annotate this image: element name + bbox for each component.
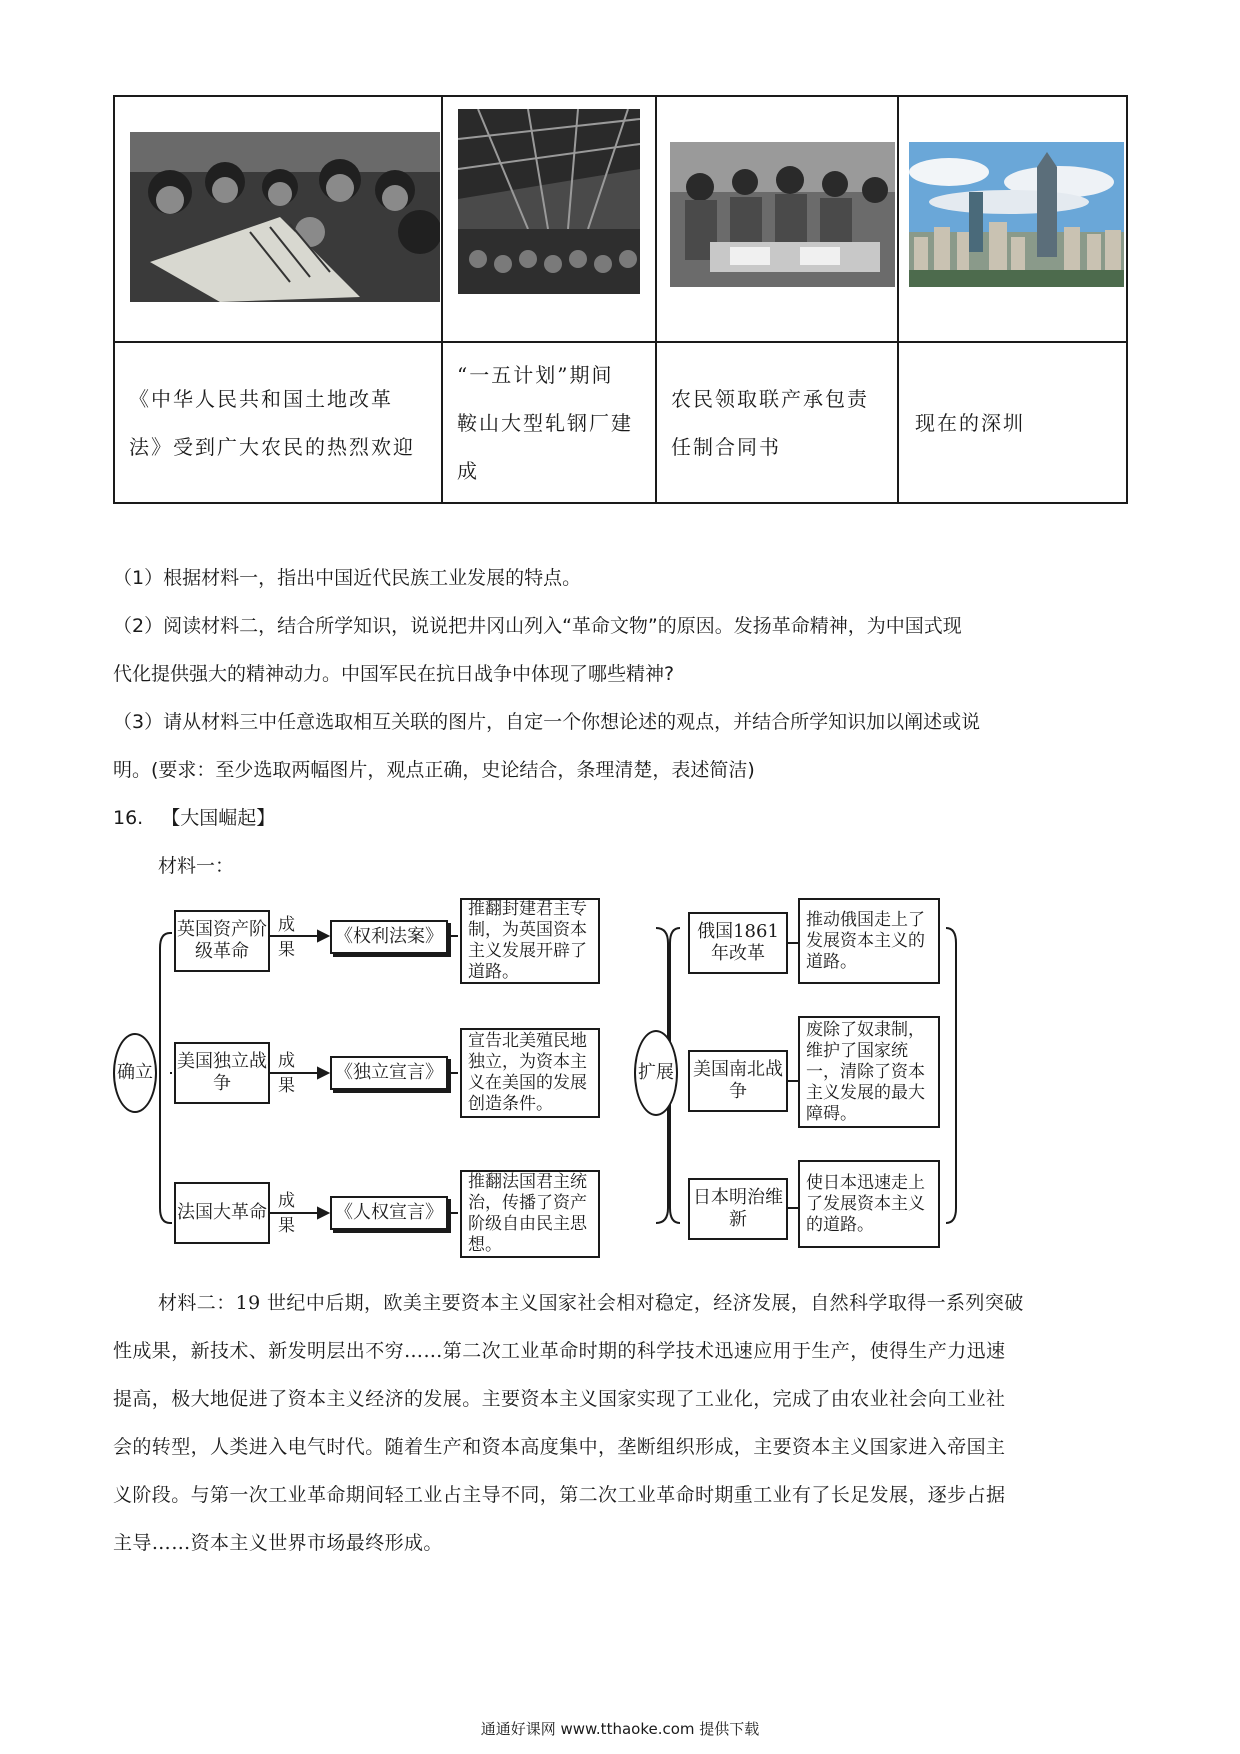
- page-footer: 通通好课网 www.tthaoke.com 提供下载: [480, 1720, 760, 1738]
- event-box: 美国南北战争: [688, 1050, 788, 1112]
- establish-oval: 确立: [113, 1033, 157, 1113]
- result-box: 《人权宣言》: [330, 1196, 448, 1230]
- table-divider: [441, 97, 443, 502]
- section-number: 16.: [113, 807, 144, 829]
- question-2-cont: 代化提供强大的精神动力。中国军民在抗日战争中体现了哪些精神?: [113, 663, 675, 685]
- photo-caption: 现在的深圳: [915, 411, 1025, 435]
- outcome-box: 使日本迅速走上了发展资本主义的道路。: [798, 1160, 940, 1248]
- event-box: 日本明治维新: [688, 1178, 788, 1240]
- event-box: 俄国1861年改革: [688, 912, 788, 974]
- question-2: （2）阅读材料二，结合所学知识，说说把井冈山列入“革命文物”的原因。发扬革命精神，为中国式现: [113, 615, 962, 637]
- event-box: 法国大革命: [174, 1182, 270, 1244]
- photo-steel-mill: [458, 109, 640, 294]
- photo-caption: 《中华人民共和国土地改革 法》受到广大农民的热烈欢迎: [129, 387, 415, 459]
- material-two-line: 主导……资本主义世界市场最终形成。: [113, 1532, 443, 1554]
- result-box: 《权利法案》: [330, 920, 448, 954]
- material-two-line: 义阶段。与第一次工业革命期间轻工业占主导不同，第二次工业革命时期重工业有了长足发展，逐步占据: [113, 1484, 1006, 1506]
- event-box: 美国独立战争: [174, 1042, 270, 1104]
- arrow-label: 成果: [278, 915, 295, 960]
- photo-caption: “一五计划”期间 鞍山大型轧钢厂建 成: [457, 363, 633, 483]
- outcome-box: 推动俄国走上了发展资本主义的道路。: [798, 898, 940, 984]
- photo-table: [113, 95, 1128, 504]
- section-heading: [113, 805, 275, 831]
- photo-farmers-contracts: [670, 142, 895, 287]
- question-1: （1）根据材料一，指出中国近代民族工业发展的特点。: [113, 567, 582, 589]
- material-one-label: 材料一：: [158, 855, 235, 877]
- expand-oval: 扩展: [634, 1030, 678, 1116]
- outcome-box: 推翻法国君主统治，传播了资产阶级自由民主思想。: [460, 1170, 600, 1258]
- table-divider: [655, 97, 657, 502]
- photo-caption: 农民领取联产承包责 任制合同书: [671, 387, 869, 459]
- table-divider: [897, 97, 899, 502]
- photo-shenzhen-skyline: [909, 142, 1124, 287]
- question-3-cont: 明。(要求：至少选取两幅图片，观点正确，史论结合，条理清楚，表述简洁): [113, 759, 755, 781]
- material-two-line: 材料二：19 世纪中后期，欧美主要资本主义国家社会相对稳定，经济发展，自然科学取得一系列突破: [158, 1292, 1024, 1314]
- outcome-box: 推翻封建君主专制，为英国资本主义发展开辟了道路。: [460, 898, 600, 984]
- result-box: 《独立宣言》: [330, 1056, 448, 1090]
- outcome-box: 宣告北美殖民地独立，为资本主义在美国的发展创造条件。: [460, 1028, 600, 1118]
- question-3: （3）请从材料三中任意选取相互关联的图片，自定一个你想论述的观点，并结合所学知识加以阐述或说: [113, 711, 981, 733]
- section-title: 【大国崛起】: [161, 807, 276, 829]
- material-two-line: 性成果，新技术、新发明层出不穷……第二次工业革命时期的科学技术迅速应用于生产，使得生产力迅速: [113, 1340, 1006, 1362]
- arrow-label: 成果: [278, 1051, 295, 1096]
- material-two-line: 提高，极大地促进了资本主义经济的发展。主要资本主义国家实现了工业化，完成了由农业社会向工业社: [113, 1388, 1006, 1410]
- photo-land-reform: [130, 132, 440, 302]
- material-two-line: 会的转型，人类进入电气时代。随着生产和资本高度集中，垄断组织形成，主要资本主义国家进入帝国主: [113, 1436, 1006, 1458]
- event-box: 英国资产阶级革命: [174, 910, 270, 972]
- arrow-label: 成果: [278, 1191, 295, 1236]
- table-divider: [115, 341, 1126, 343]
- outcome-box: 废除了奴隶制，维护了国家统一，清除了资本主义发展的最大障碍。: [798, 1016, 940, 1128]
